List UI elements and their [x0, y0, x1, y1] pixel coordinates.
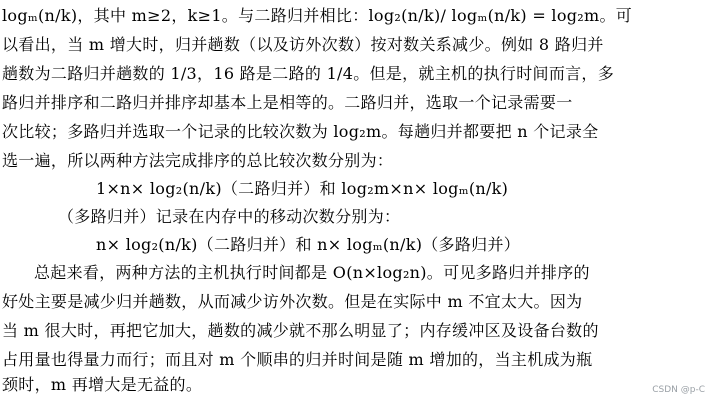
formula-moves: n× log₂(n/k)（二路归并）和 n× logₘ(n/k)（多路归并） — [96, 235, 521, 254]
text-line-3: 趟数为二路归并趟数的 1/3，16 路是二路的 1/4。但是，就主机的执行时间而言，多 — [2, 64, 615, 83]
text-line-13: 占用量也得量力而行；而且对 m 个顺串的归并时间是随 m 增加的，当主机成为瓶 — [2, 350, 593, 369]
text-line-5: 次比较；多路归并选取一个记录的比较次数为 log₂m。每趟归并都要把 n 个记录全 — [2, 122, 599, 141]
text-line-4: 路归并排序和二路归并排序却基本上是相等的。二路归并，选取一个记录需要一 — [2, 93, 573, 112]
text-line-2: 以看出，当 m 增大时，归并趟数（以及访外次数）按对数关系减少。例如 8 路归并 — [2, 35, 604, 54]
text-line-11: 好处主要是减少归并趟数，从而减少访外次数。但是在实际中 m 不宜太大。因为 — [2, 292, 583, 311]
text-line-10: 总起来看，两种方法的主机执行时间都是 O(n×log₂n)。可见多路归并排序的 — [34, 263, 590, 282]
text-line-12: 当 m 很大时，再把它加大，趟数的减少就不那么明显了；内存缓冲区及设备台数的 — [2, 321, 599, 340]
watermark: CSDN @p-C — [652, 385, 705, 395]
text-line-1: logₘ(n/k)，其中 m≥2，k≥1。与二路归并相比：log₂(n/k)/ logₘ(n/k) = log₂m。可 — [2, 6, 633, 25]
formula-comparisons: 1×n× log₂(n/k)（二路归并）和 log₂m×n× logₘ(n/k) — [96, 179, 509, 198]
text-line-8: （多路归并）记录在内存中的移动次数分别为： — [58, 207, 401, 226]
text-line-6: 选一遍，所以两种方法完成排序的总比较次数分别为： — [2, 151, 394, 170]
text-line-14: 颈时，m 再增大是无益的。 — [2, 375, 203, 394]
